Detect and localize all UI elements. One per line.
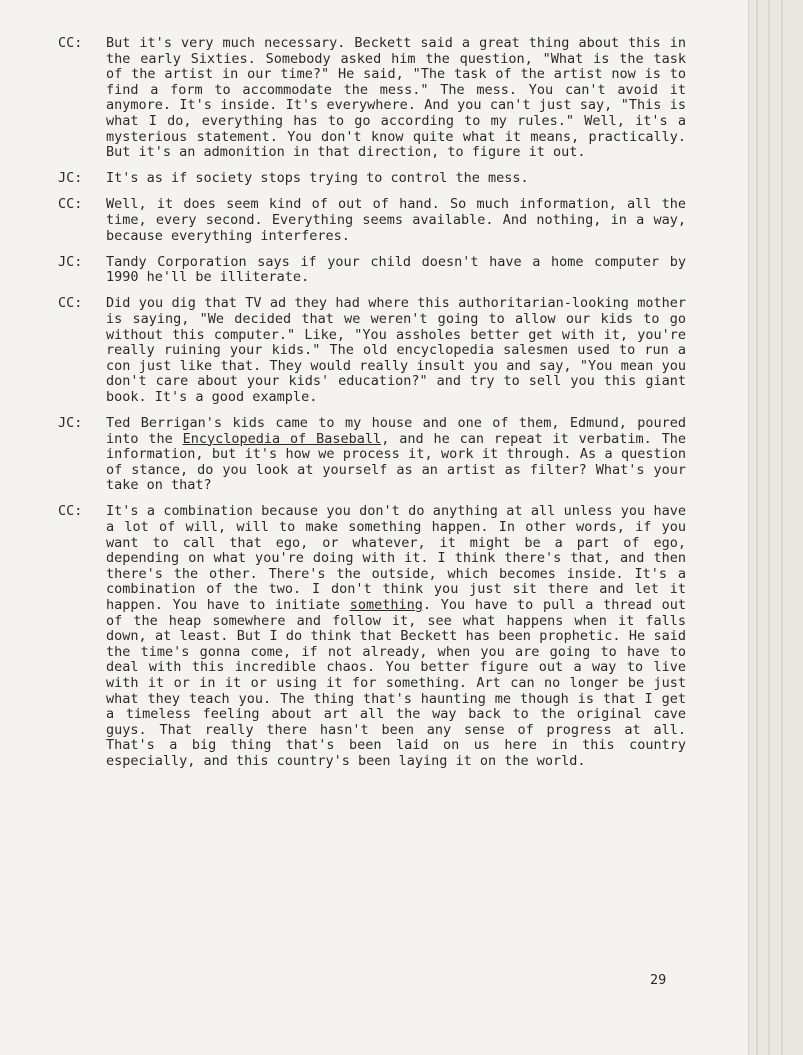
speech-text-after: . You have to pull a thread out of the heap somewhere and follow it, see what happens when it falls down, at least. But I do think that Beckett has been prophetic. He said the time's gonna come, if not already, when you are going to have to deal with this incredible chaos. You better figure out a way to live with it or in it or using it for something. Art can no longer be just what they teach you. The thing that's haunting me though is that I get a timeless feeling about art all the way back to the original cave guys. That really there hasn't been any sense of progress at all. That's a big thing that's been laid on us here in this country especially, and this country's been laying it on the world. xyxy=(106,597,687,769)
speaker-label: CC: xyxy=(58,35,83,51)
transcript-body xyxy=(58,36,686,780)
speech-text: Did you dig that TV ad they had where this authoritarian-looking mother is saying, "We decided that we weren't going to allow our kids to go without this computer." Like, "You assholes better get with it, you're really ruining your kids." The old encyclopedia salesmen used to run a con just like that. They would really insult you and say, "You mean you don't care about your kids' education?" and try to sell you this giant book. It's a good example. xyxy=(106,295,686,405)
speech-text-before: It's a combination because you don't do anything at all unless you have a lot of will, will to make something happen. In other words, if you want to call that ego, or whatever, it might be a part of ego, depending on what you're doing with it. I think there's that, and then there's the other. There's the outside, which becomes inside. It's a combination of the two. I don't think you just sit there and let it happen. You have to initiate xyxy=(106,503,686,613)
speech-text: But it's very much necessary. Beckett said a great thing about this in the early Sixties. Somebody asked him the question, "What is the task of the artist in our time?" He said, "The task of the artist now is to find a form to accommodate the mess." The mess. You can't avoid it anymore. It's inside. It's everywhere. And you can't just say, "This is what I do, everything has to go according to my rules." Well, it's a mysterious statement. You don't know quite what it means, practically. But it's an admonition in that direction, to figure it out. xyxy=(106,35,686,161)
speech-text-before: Ted Berrigan's kids came to my house and one of them, Edmund, poured into the xyxy=(106,414,686,447)
transcript-entry xyxy=(58,197,686,244)
book-title-underlined: Encyclopedia of Baseball xyxy=(182,430,382,447)
speaker-label: CC: xyxy=(58,295,83,312)
transcript-entry xyxy=(58,416,686,494)
speaker-label: JC: xyxy=(58,414,83,431)
speaker-label: CC: xyxy=(58,196,83,213)
page-edge xyxy=(768,0,770,1055)
emphasis-underlined: something xyxy=(349,597,423,613)
page-edge xyxy=(781,0,783,1055)
transcript-entry xyxy=(58,36,686,161)
speech-text xyxy=(106,504,686,769)
speech-text: Tandy Corporation says if your child doesn't have a home computer by 1990 he'll be illiterate. xyxy=(106,253,686,286)
speaker-label: CC: xyxy=(58,503,83,520)
transcript-entry xyxy=(58,171,686,187)
page-edge xyxy=(756,0,758,1055)
speech-text: Well, it does seem kind of out of hand. So much information, all the time, every second. Everything seems available. And nothing, in a way, because everything interferes. xyxy=(106,196,686,244)
transcript-entry xyxy=(58,296,686,405)
speaker-label: JC: xyxy=(58,170,83,187)
transcript-entry xyxy=(58,504,686,769)
speech-text: It's as if society stops trying to control the mess. xyxy=(106,170,529,187)
page-number: 29 xyxy=(650,972,667,988)
speaker-label: JC: xyxy=(58,253,83,270)
transcript-entry xyxy=(58,255,686,286)
speech-text xyxy=(106,416,686,494)
speech-text-after: , and he can repeat it verbatim. The information, but it's how we process it, work it through. As a question of stance, do you look at yourself as an artist as filter? What's your take on that? xyxy=(106,430,686,494)
